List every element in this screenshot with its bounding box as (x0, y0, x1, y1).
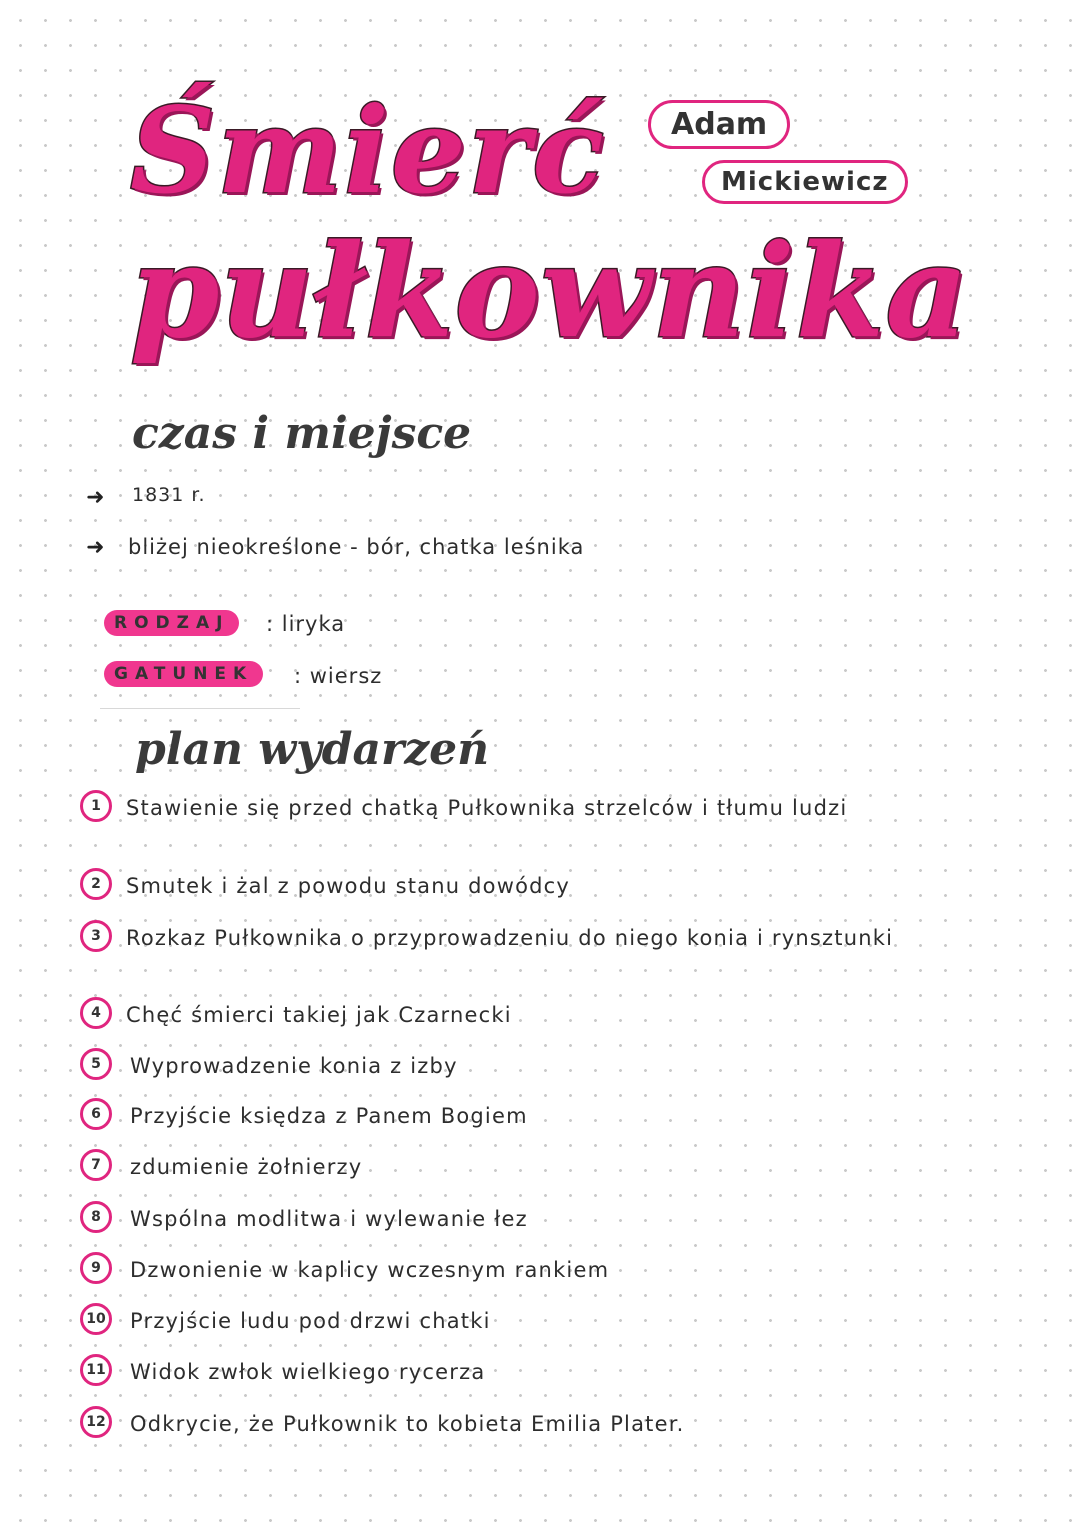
rodzaj-badge: RODZAJ (104, 610, 239, 636)
section-heading-time-place: czas i miejsce (132, 408, 472, 459)
plan-item: Dzwonienie w kaplicy wczesnym rankiem (130, 1258, 610, 1282)
plan-item: Przyjście księdza z Panem Bogiem (130, 1104, 528, 1128)
gatunek-value: : wiersz (294, 664, 383, 688)
arrow-right-icon: ➜ (86, 485, 105, 510)
plan-item: Widok zwłok wielkiego rycerza (130, 1360, 486, 1384)
plan-item: Wspólna modlitwa i wylewanie łez (130, 1207, 528, 1231)
number-circle-icon: 3 (80, 920, 112, 952)
section-divider (100, 708, 300, 709)
number-circle-icon: 2 (80, 868, 112, 900)
title-line-1: Śmierć (130, 81, 606, 220)
number-circle-icon: 1 (80, 790, 112, 822)
plan-item: Smutek i żal z powodu stanu dowódcy (126, 874, 571, 898)
number-circle-icon: 6 (80, 1098, 112, 1130)
number-circle-icon: 5 (80, 1048, 112, 1080)
arrow-right-icon: ➜ (86, 535, 105, 560)
time-item: 1831 r. (132, 484, 206, 506)
plan-item: Chęć śmierci takiej jak Czarnecki (126, 1003, 512, 1027)
rodzaj-value: : liryka (266, 612, 346, 636)
title-line-2: pułkownika (130, 217, 970, 367)
plan-item: Rozkaz Pułkownika o przyprowadzeniu do niego konia i rynsztunki (126, 926, 894, 950)
number-circle-icon: 12 (80, 1406, 112, 1438)
author-first-name: Adam (648, 100, 790, 149)
number-circle-icon: 8 (80, 1201, 112, 1233)
number-circle-icon: 4 (80, 997, 112, 1029)
number-circle-icon: 11 (80, 1354, 112, 1386)
plan-item: Wyprowadzenie konia z izby (130, 1054, 458, 1078)
gatunek-badge: GATUNEK (104, 661, 263, 687)
author-last-name: Mickiewicz (702, 160, 908, 204)
place-item: bliżej nieokreślone - bór, chatka leśnika (128, 535, 585, 559)
plan-item: Stawienie się przed chatką Pułkownika strzelców i tłumu ludzi (126, 796, 848, 820)
section-heading-plan: plan wydarzeń (135, 724, 490, 775)
number-circle-icon: 7 (80, 1149, 112, 1181)
plan-item: Odkrycie, że Pułkownik to kobieta Emilia Plater. (130, 1412, 685, 1436)
plan-item: zdumienie żołnierzy (130, 1155, 363, 1179)
number-circle-icon: 9 (80, 1252, 112, 1284)
plan-item: Przyjście ludu pod drzwi chatki (130, 1309, 491, 1333)
number-circle-icon: 10 (80, 1303, 112, 1335)
